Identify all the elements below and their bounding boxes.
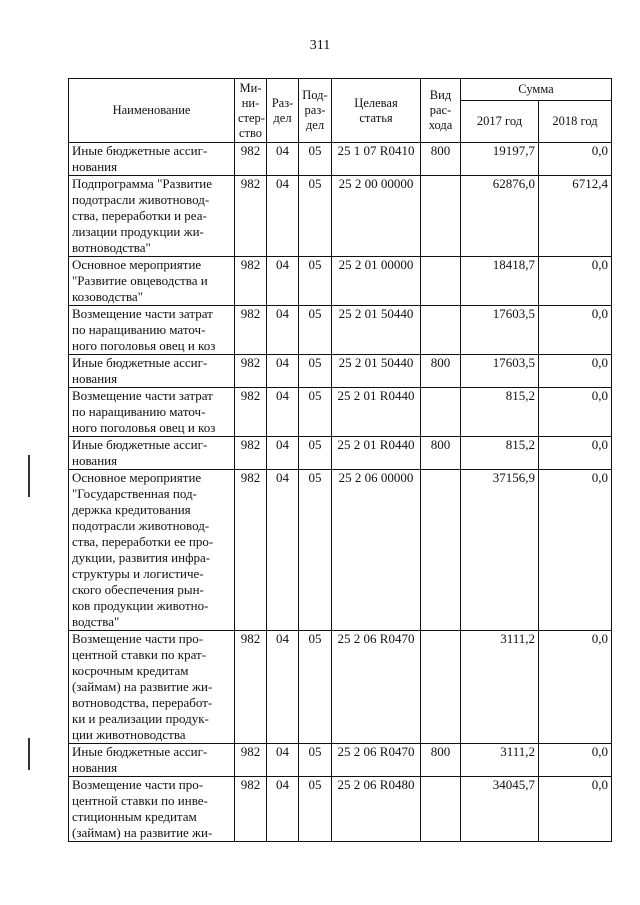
cell-sum-2017: 815,2: [461, 388, 539, 437]
cell-sum-2018: 0,0: [539, 306, 612, 355]
cell-target: 25 2 01 R0440: [332, 437, 421, 470]
cell-subsection: 05: [299, 355, 332, 388]
margin-mark: [28, 455, 30, 497]
cell-sum-2018: 0,0: [539, 437, 612, 470]
header-name: Наименование: [69, 79, 235, 143]
cell-name: Возмещение части про- центной ставки по крат- косрочным кредитам (займам) на развитие жи- вотноводства, переработ- ки и реализации продук- ции животноводства: [69, 631, 235, 744]
table-row: [69, 437, 612, 470]
header-sum: Сумма: [461, 79, 612, 101]
header-ministry: Ми- ни- стер- ство: [235, 79, 267, 143]
cell-ministry: 982: [235, 176, 267, 257]
cell-target: 25 2 06 R0480: [332, 777, 421, 842]
cell-subsection: 05: [299, 306, 332, 355]
cell-subsection: 05: [299, 143, 332, 176]
cell-sum-2018: 0,0: [539, 470, 612, 631]
cell-sum-2017: 37156,9: [461, 470, 539, 631]
header-expense-type: Вид рас- хода: [421, 79, 461, 143]
cell-ministry: 982: [235, 355, 267, 388]
cell-expense-type: [421, 176, 461, 257]
cell-name: Иные бюджетные ассиг- нования: [69, 143, 235, 176]
cell-section: 04: [267, 388, 299, 437]
cell-sum-2018: 0,0: [539, 257, 612, 306]
cell-section: 04: [267, 257, 299, 306]
table-row: [69, 470, 612, 631]
cell-target: 25 2 06 R0470: [332, 631, 421, 744]
cell-ministry: 982: [235, 257, 267, 306]
cell-name: Подпрограмма "Развитие подотрасли животновод- ства, переработки и реа- лизации продукции жи- вотноводства": [69, 176, 235, 257]
cell-target: 25 2 06 00000: [332, 470, 421, 631]
cell-name: Иные бюджетные ассиг- нования: [69, 355, 235, 388]
header-year-2018: 2018 год: [539, 101, 612, 143]
header-year-2017: 2017 год: [461, 101, 539, 143]
cell-sum-2018: 0,0: [539, 388, 612, 437]
cell-subsection: 05: [299, 777, 332, 842]
cell-expense-type: [421, 631, 461, 744]
cell-subsection: 05: [299, 176, 332, 257]
cell-subsection: 05: [299, 631, 332, 744]
cell-sum-2017: 62876,0: [461, 176, 539, 257]
table-body: [69, 143, 612, 842]
cell-section: 04: [267, 306, 299, 355]
cell-section: 04: [267, 631, 299, 744]
table-row: [69, 257, 612, 306]
cell-sum-2017: 3111,2: [461, 744, 539, 777]
cell-name: Иные бюджетные ассиг- нования: [69, 744, 235, 777]
cell-section: 04: [267, 143, 299, 176]
header-target: Целевая статья: [332, 79, 421, 143]
cell-ministry: 982: [235, 470, 267, 631]
cell-expense-type: [421, 470, 461, 631]
cell-expense-type: 800: [421, 143, 461, 176]
cell-subsection: 05: [299, 388, 332, 437]
cell-sum-2017: 815,2: [461, 437, 539, 470]
cell-expense-type: 800: [421, 744, 461, 777]
header-section: Раз- дел: [267, 79, 299, 143]
cell-target: 25 2 01 50440: [332, 306, 421, 355]
cell-name: Основное мероприятие "Развитие овцеводства и козоводства": [69, 257, 235, 306]
cell-target: 25 2 01 00000: [332, 257, 421, 306]
cell-sum-2017: 3111,2: [461, 631, 539, 744]
cell-section: 04: [267, 777, 299, 842]
cell-target: 25 2 06 R0470: [332, 744, 421, 777]
cell-subsection: 05: [299, 257, 332, 306]
cell-sum-2018: 0,0: [539, 355, 612, 388]
cell-sum-2018: 0,0: [539, 143, 612, 176]
table-row: [69, 143, 612, 176]
cell-sum-2017: 19197,7: [461, 143, 539, 176]
cell-target: 25 2 01 50440: [332, 355, 421, 388]
cell-sum-2018: 0,0: [539, 631, 612, 744]
cell-name: Возмещение части про- центной ставки по инве- стиционным кредитам (займам) на развитие жи-: [69, 777, 235, 842]
cell-sum-2017: 34045,7: [461, 777, 539, 842]
cell-sum-2017: 18418,7: [461, 257, 539, 306]
cell-expense-type: [421, 257, 461, 306]
cell-ministry: 982: [235, 744, 267, 777]
table-row: [69, 744, 612, 777]
cell-ministry: 982: [235, 437, 267, 470]
cell-ministry: 982: [235, 631, 267, 744]
cell-expense-type: 800: [421, 437, 461, 470]
table-row: [69, 388, 612, 437]
cell-sum-2017: 17603,5: [461, 306, 539, 355]
cell-expense-type: [421, 777, 461, 842]
cell-target: 25 2 00 00000: [332, 176, 421, 257]
cell-ministry: 982: [235, 143, 267, 176]
margin-mark: [28, 738, 30, 770]
cell-ministry: 982: [235, 388, 267, 437]
cell-section: 04: [267, 176, 299, 257]
cell-target: 25 1 07 R0410: [332, 143, 421, 176]
cell-subsection: 05: [299, 437, 332, 470]
cell-sum-2018: 0,0: [539, 777, 612, 842]
cell-section: 04: [267, 355, 299, 388]
table-row: [69, 631, 612, 744]
cell-name: Возмещение части затрат по наращиванию маточ- ного поголовья овец и коз: [69, 388, 235, 437]
cell-expense-type: [421, 388, 461, 437]
cell-name: Иные бюджетные ассиг- нования: [69, 437, 235, 470]
table-row: [69, 176, 612, 257]
cell-expense-type: 800: [421, 355, 461, 388]
cell-section: 04: [267, 437, 299, 470]
cell-name: Основное мероприятие "Государственная под- держка кредитования подотрасли животновод- ства, переработки ее про- дукции, развития инфра- структуры и логистиче- ского обеспечения рын- ков продукции животно- водства": [69, 470, 235, 631]
cell-ministry: 982: [235, 777, 267, 842]
table-row: [69, 777, 612, 842]
cell-section: 04: [267, 744, 299, 777]
cell-name: Возмещение части затрат по наращиванию маточ- ного поголовья овец и коз: [69, 306, 235, 355]
cell-subsection: 05: [299, 744, 332, 777]
cell-ministry: 982: [235, 306, 267, 355]
cell-sum-2018: 6712,4: [539, 176, 612, 257]
cell-sum-2018: 0,0: [539, 744, 612, 777]
table-row: [69, 306, 612, 355]
cell-section: 04: [267, 470, 299, 631]
header-subsection: Под- раз- дел: [299, 79, 332, 143]
budget-table: [68, 78, 612, 842]
cell-target: 25 2 01 R0440: [332, 388, 421, 437]
cell-expense-type: [421, 306, 461, 355]
page-number: 311: [309, 38, 331, 53]
cell-sum-2017: 17603,5: [461, 355, 539, 388]
table-row: [69, 355, 612, 388]
cell-subsection: 05: [299, 470, 332, 631]
